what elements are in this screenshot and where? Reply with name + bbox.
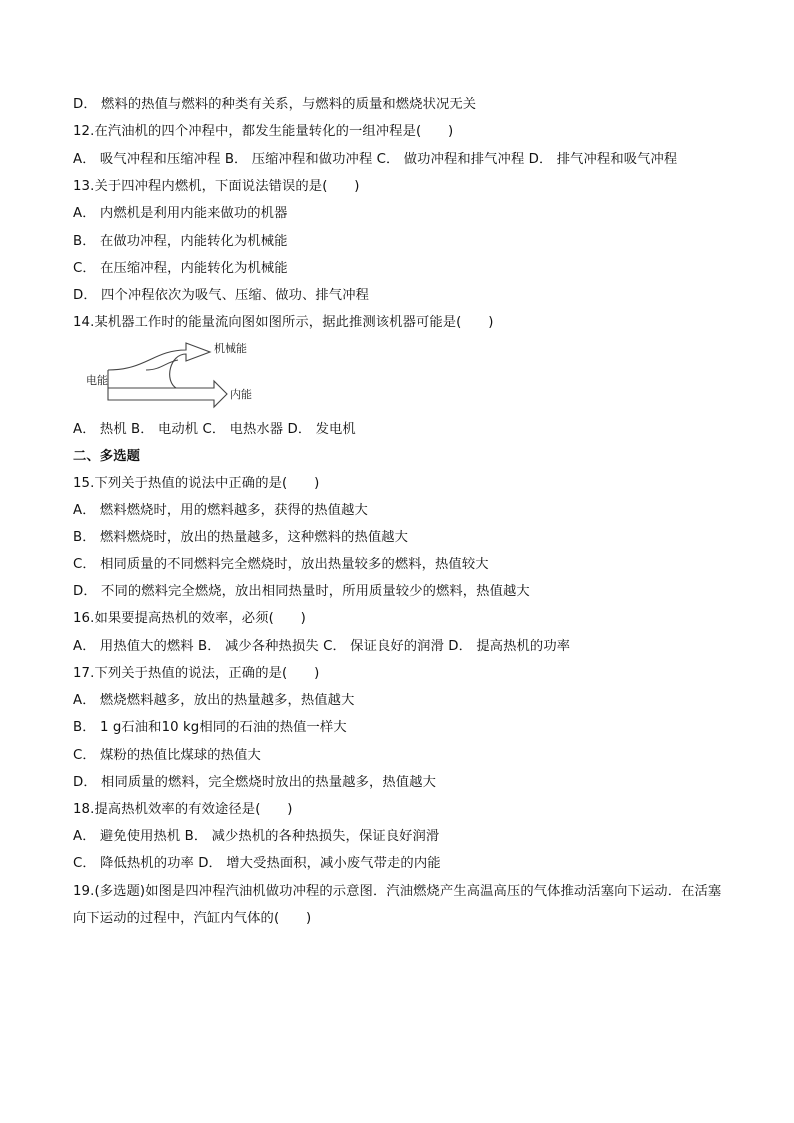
q11-option-d: D． 燃料的热值与燃料的种类有关系，与燃料的质量和燃烧状况无关 — [73, 97, 477, 112]
q15-option-b: B． 燃料燃烧时，放出的热量越多，这种燃料的热值越大 — [73, 530, 409, 545]
q12-stem: 12.在汽油机的四个冲程中，都发生能量转化的一组冲程是( ) — [73, 124, 454, 139]
q13-option-c: C． 在压缩冲程，内能转化为机械能 — [73, 261, 288, 276]
q18-options-ab: A． 避免使用热机 B． 减少热机的各种热损失，保证良好润滑 — [73, 829, 440, 844]
q15-option-c: C． 相同质量的不同燃料完全燃烧时，放出热量较多的燃料，热值较大 — [73, 557, 489, 572]
output-label-internal-energy: 内能 — [230, 388, 252, 401]
q15-stem: 15.下列关于热值的说法中正确的是( ) — [73, 476, 320, 491]
q17-option-c: C． 煤粉的热值比煤球的热值大 — [73, 748, 261, 763]
heat-output-arrow — [108, 370, 227, 407]
q16-options: A． 用热值大的燃料 B． 减少各种热损失 C． 保证良好的润滑 D． 提高热机的功率 — [73, 639, 571, 654]
q18-options-cd: C． 降低热机的功率 D． 增大受热面积，减小废气带走的内能 — [73, 856, 441, 871]
q13-option-b: B． 在做功冲程，内能转化为机械能 — [73, 234, 288, 249]
q14-stem: 14.某机器工作时的能量流向图如图所示，据此推测该机器可能是( ) — [73, 315, 494, 330]
q17-option-a: A． 燃烧燃料越多，放出的热量越多，热值越大 — [73, 693, 355, 708]
energy-flow-diagram — [86, 340, 286, 412]
q17-option-d: D． 相同质量的燃料，完全燃烧时放出的热量越多，热值越大 — [73, 775, 436, 790]
q12-options: A． 吸气冲程和压缩冲程 B． 压缩冲程和做功冲程 C． 做功冲程和排气冲程 D． 排气冲程和吸气冲程 — [73, 152, 678, 167]
q15-option-d: D． 不同的燃料完全燃烧，放出相同热量时，所用质量较少的燃料，热值越大 — [73, 584, 530, 599]
q17-option-b: B． 1 g石油和10 kg相同的石油的热值一样大 — [73, 720, 347, 735]
q14-options: A． 热机 B． 电动机 C． 电热水器 D． 发电机 — [73, 422, 356, 437]
q17-stem: 17.下列关于热值的说法，正确的是( ) — [73, 666, 320, 681]
section-heading-multiple-choice: 二、多选题 — [73, 449, 140, 464]
q13-option-a: A． 内燃机是利用内能来做功的机器 — [73, 206, 288, 221]
mechanical-output-arrow — [108, 343, 210, 388]
arrow-inner-curve — [146, 360, 178, 370]
q19-stem: 19.(多选题)如图是四冲程汽油机做功冲程的示意图．汽油燃烧产生高温高压的气体推动活塞向下运动．在活塞向下运动的过程中，汽缸内气体的( ) — [73, 884, 722, 926]
q13-option-d: D． 四个冲程依次为吸气、压缩、做功、排气冲程 — [73, 288, 369, 303]
input-label-electric-energy: 电能 — [86, 374, 108, 387]
output-label-mechanical-energy: 机械能 — [214, 342, 247, 355]
q15-option-a: A． 燃料燃烧时，用的燃料越多，获得的热值越大 — [73, 503, 368, 518]
q18-stem: 18.提高热机效率的有效途径是( ) — [73, 802, 293, 817]
q13-stem: 13.关于四冲程内燃机，下面说法错误的是( ) — [73, 179, 360, 194]
q16-stem: 16.如果要提高热机的效率，必须( ) — [73, 611, 306, 626]
